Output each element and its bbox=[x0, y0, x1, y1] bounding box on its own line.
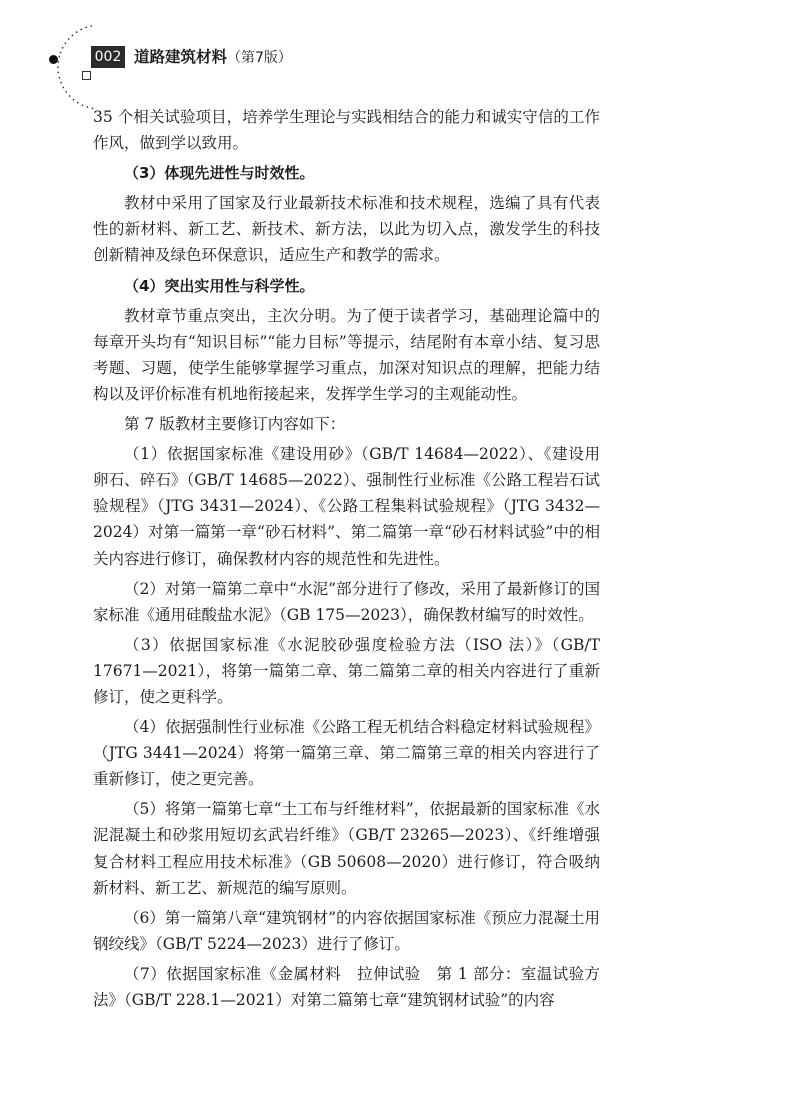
page-number: 002 bbox=[91, 46, 125, 68]
small-square-icon bbox=[82, 71, 91, 80]
book-title: 道路建筑材料 bbox=[134, 48, 228, 66]
paragraph: 教材章节重点突出，主次分明。为了便于读者学习，基础理论篇中的每章开头均有“知识目标”“能力目标”等提示，结尾附有本章小结、复习思考题、习题，使学生能够掌握学习重点，加深对知识点的理解，把能力结构以及评价标准有机地衔接起来，发挥学生学习的主观能动性。 bbox=[93, 306, 600, 403]
paragraph: 第 7 版教材主要修订内容如下： bbox=[124, 415, 346, 434]
page-header bbox=[0, 0, 790, 100]
section-heading: （3）体现先进性与时效性。 bbox=[124, 164, 315, 183]
revision-item: （4）依据强制性行业标准《公路工程无机结合料稳定材料试验规程》（JTG 3441—2024）将第一篇第三章、第二篇第三章的相关内容进行了重新修订，使之更完善。 bbox=[93, 718, 600, 789]
revision-item: （3）依据国家标准《水泥胶砂强度检验方法（ISO 法）》（GB/T 17671—2021），将第一篇第二章、第二篇第二章的相关内容进行了重新修订，使之更科学。 bbox=[93, 635, 600, 706]
section-heading: （4）突出实用性与科学性。 bbox=[124, 276, 315, 295]
revision-item: （6）第一篇第八章“建筑钢材”的内容依据国家标准《预应力混凝土用钢绞线》（GB/T 5224—2023）进行了修订。 bbox=[93, 908, 600, 953]
revision-item: （1）依据国家标准《建设用砂》（GB/T 14684—2022）、《建设用卵石、碎石》（GB/T 14685—2022）、强制性行业标准《公路工程岩石试验规程》（JTG 3431—2024）、《公路工程集料试验规程》（JTG 3432—2024）对第一篇第一章“砂石材料”、第二篇第一章“砂石材料试验”中的相关内容进行修订，确保教材内容的规范性和先进性。 bbox=[93, 445, 600, 568]
body-text bbox=[93, 104, 600, 1013]
paragraph: 35 个相关试验项目，培养学生理论与实践相结合的能力和诚实守信的工作作风，做到学以致用。 bbox=[93, 108, 600, 153]
edition-label: （第7版） bbox=[227, 50, 292, 66]
running-title bbox=[134, 45, 292, 70]
revision-item: （5）将第一篇第七章“土工布与纤维材料”，依据最新的国家标准《水泥混凝土和砂浆用短切玄武岩纤维》（GB/T 23265—2023）、《纤维增强复合材料工程应用技术标准》（GB 50608—2020）进行修订，符合吸纳新材料、新工艺、新规范的编写原则。 bbox=[93, 800, 600, 897]
revision-item: （2）对第一篇第二章中“水泥”部分进行了修改，采用了最新修订的国家标准《通用硅酸盐水泥》（GB 175—2023），确保教材编写的时效性。 bbox=[93, 579, 600, 624]
paragraph: 教材中采用了国家及行业最新技术标准和技术规程，选编了具有代表性的新材料、新工艺、新技术、新方法，以此为切入点，激发学生的科技创新精神及绿色环保意识，适应生产和教学的需求。 bbox=[93, 194, 600, 265]
revision-item: （7）依据国家标准《金属材料 拉伸试验 第 1 部分：室温试验方法》（GB/T 228.1—2021）对第二篇第七章“建筑钢材试验”的内容 bbox=[93, 964, 600, 1009]
bullet-dot-icon bbox=[49, 55, 58, 64]
